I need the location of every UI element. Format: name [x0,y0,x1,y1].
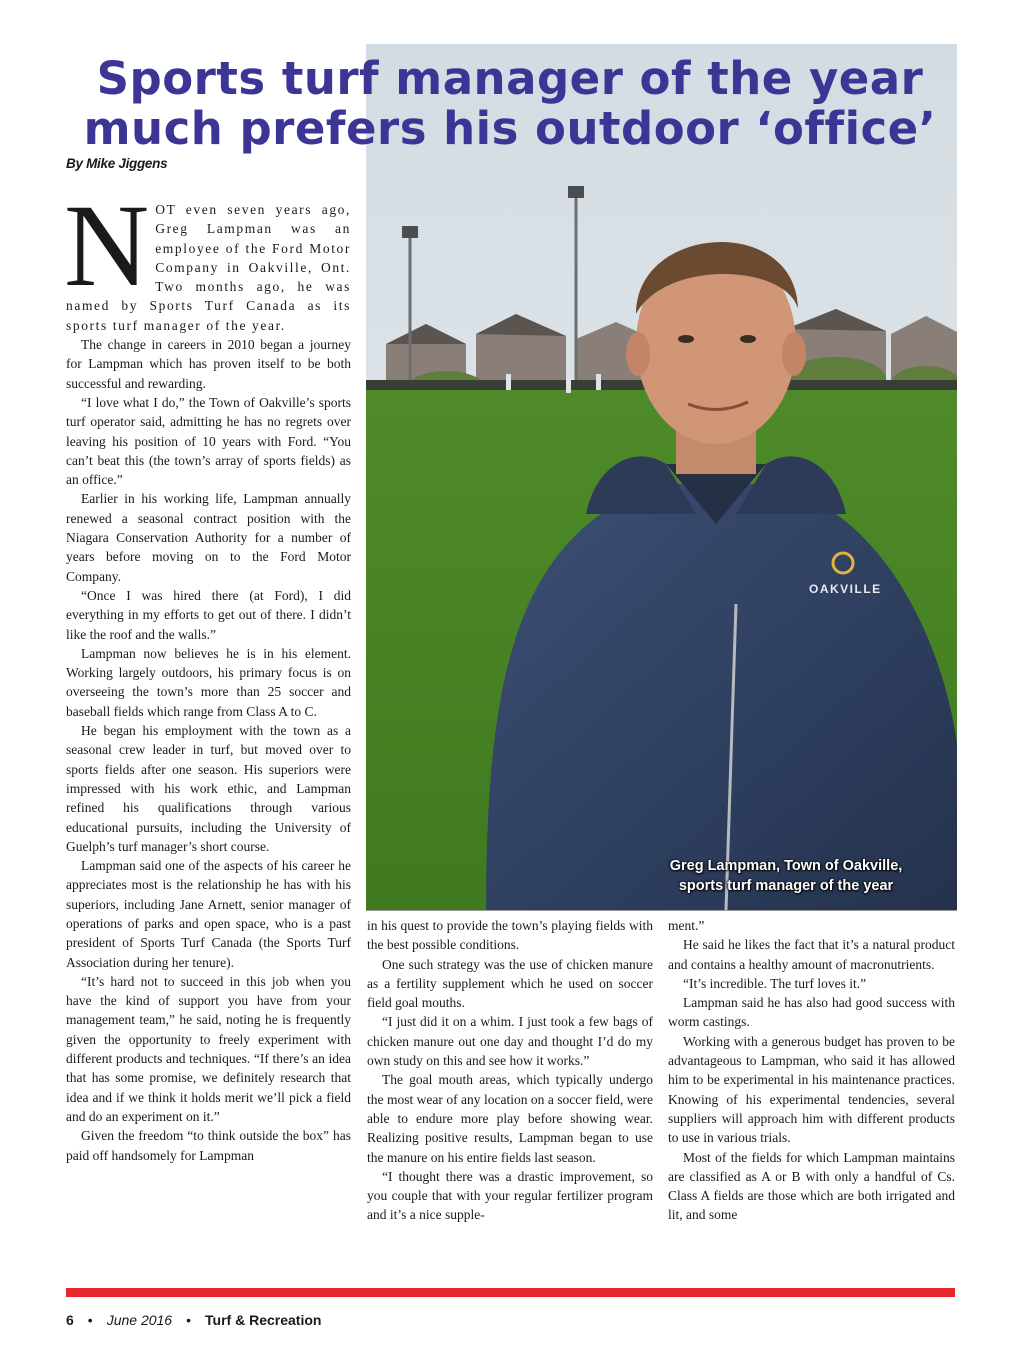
body-paragraph: Working with a generous budget has proven to be advantageous to Lampman, who said it has allowed him to be experimental in his maintenance practices. Knowing of his experimental tendencies, several suppliers will approach him with different products to use in various trials. [668,1033,955,1146]
body-paragraph: Most of the fields for which Lampman maintains are classified as A or B with only a handful of Cs. Class A fields are those which are both irrigated and lit, and some [668,1149,955,1223]
headline-line-1: Sports turf manager of the year [96,52,924,105]
footer-rule [66,1288,955,1297]
body-paragraph: One such strategy was the use of chicken manure as a fertility supplement which he used on soccer field goal mouths. [367,956,653,1011]
magazine-name: Turf & Recreation [205,1312,322,1328]
body-paragraph: “Once I was hired there (at Ford), I did everything in my efforts to get out of there. I didn’t like the roof and the walls.” [66,587,351,642]
body-paragraph: He began his employment with the town as a seasonal crew leader in turf, but moved over to sports fields after one season. His superiors were impressed with his work ethic, and Lampman refined his qualifications through various educational pursuits, including the University of Guelph’s turf manager’s short course. [66,723,351,854]
page-footer [66,1312,321,1328]
body-paragraph: “I love what I do,” the Town of Oakville’s sports turf operator said, admitting he has no regrets over leaving his position of 10 years with Ford. “You can’t beat this (the town’s array of sports fields) as an office.” [66,394,351,488]
photo-caption [616,856,956,896]
issue-date: June 2016 [106,1312,173,1328]
body-paragraph: Given the freedom “to think outside the box” has paid off handsomely for Lampman [66,1128,351,1163]
article-column-3 [668,916,955,1225]
caption-line-2: sports turf manager of the year [678,878,894,894]
body-paragraph: “It’s incredible. The turf loves it.” [683,975,867,991]
byline: By Mike Jiggens [66,156,168,171]
lead-text: OT even seven years ago, Greg Lampman was an employee of the Ford Motor Company in Oakville, Ont. Two months ago, he was named by Sports Turf Canada as its sports turf manager of the year. [66,202,351,333]
photo-illustration [366,44,957,910]
body-paragraph: He said he likes the fact that it’s a natural product and contains a healthy amount of macronutrients. [668,937,955,972]
body-paragraph: Lampman said he has also had good success with worm castings. [668,995,955,1030]
body-paragraph: in his quest to provide the town’s playing fields with the best possible conditions. [367,918,653,953]
lead-paragraph [64,180,351,335]
article-column-2 [367,916,653,1225]
body-paragraph: The goal mouth areas, which typically undergo the most wear of any location on a soccer field, were able to endure more play before showing wear. Realizing positive results, Lampman began to use the manure on his entire fields last season. [367,1072,653,1165]
portrait-photo [366,44,957,911]
jacket-logo-text: OAKVILLE [809,582,882,596]
body-paragraph: Lampman now believes he is in his element. Working largely outdoors, his primary focus is on overseeing the town’s more than 25 soccer and baseball fields which range from Class A to C. [66,645,351,719]
body-paragraph: “It’s hard not to succeed in this job when you have the kind of support you have from your management team,” he said, noting he is frequently given the opportunity to freely experiment with different products and techniques. “If there’s an idea that has some promise, we definitely research that idea and if we think it holds merit we’ll pick a field and do an experiment on it.” [66,973,351,1124]
body-paragraph: The change in careers in 2010 began a journey for Lampman which has proven itself to be both successful and rewarding. [66,337,351,391]
headline-line-2: much prefers his outdoor ‘office’ [83,102,937,155]
body-paragraph: “I just did it on a whim. I just took a few bags of chicken manure out one day and thought I’d do my own study on this and see how it works.” [367,1014,653,1069]
body-paragraph: Earlier in his working life, Lampman annually renewed a seasonal contract position with the Niagara Conservation Authority for a number of years before moving on to the Ford Motor Company. [66,491,351,584]
body-paragraph: “I thought there was a drastic improvement, so you couple that with your regular fertilizer program and it’s a nice supple- [367,1168,653,1223]
article-column-1 [64,180,351,1165]
caption-line-1: Greg Lampman, Town of Oakville, [669,858,903,874]
drop-cap: N [64,180,150,311]
footer-separator: • [87,1312,93,1328]
page-number: 6 [66,1312,74,1328]
body-paragraph: ment.” [668,918,705,933]
footer-separator: • [186,1312,192,1328]
article-headline [60,54,960,154]
body-paragraph: Lampman said one of the aspects of his career he appreciates most is the relationship he has with his superiors, including Jane Arnett, senior manager of operations of parks and open space, who is a past president of Sports Turf Canada (the Sports Turf Association during her tenure). [66,858,351,970]
